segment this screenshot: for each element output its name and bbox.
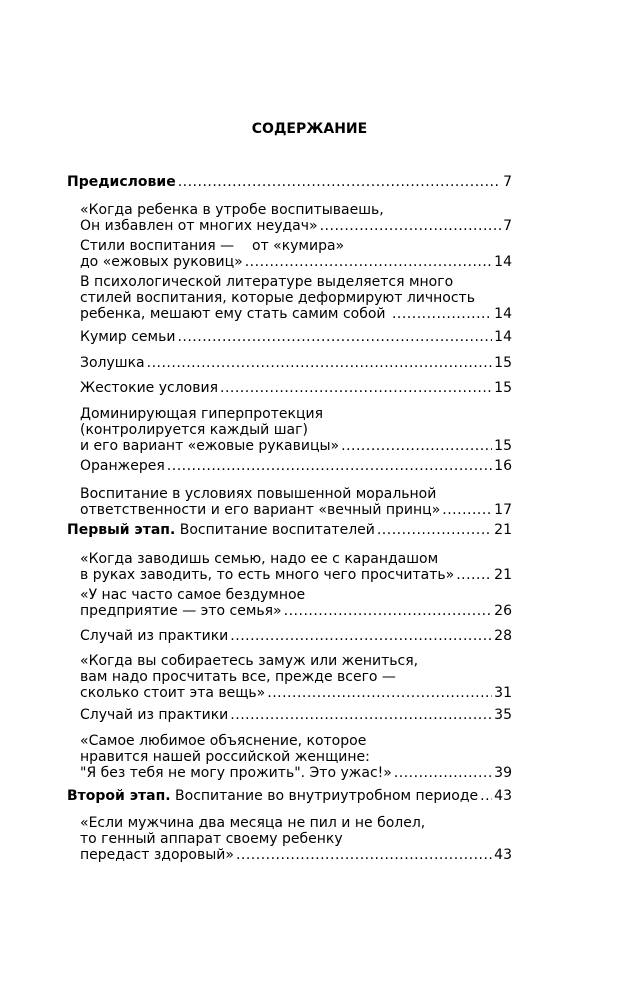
toc-entry-line: «Когда вы собираетесь замуж или жениться, xyxy=(80,653,419,669)
toc-entry-text: ребенка, мешают ему стать самим собой xyxy=(80,306,390,322)
toc-section xyxy=(80,238,512,270)
toc-section xyxy=(80,274,512,322)
toc-section xyxy=(80,202,512,234)
dot-leader xyxy=(456,567,492,583)
toc-entry-final-line xyxy=(67,788,512,804)
toc-entry-line: нравится нашей российской женщине: xyxy=(80,749,370,765)
dot-leader xyxy=(245,254,492,270)
dot-leader xyxy=(320,218,501,234)
toc-entry-text: в руках заводить, то есть много чего просчитать» xyxy=(80,567,455,583)
toc-entry-line: стилей воспитания, которые деформируют личность xyxy=(80,290,475,306)
toc-entry-final-line xyxy=(80,306,512,322)
page-number: 7 xyxy=(503,218,512,234)
page-number: 17 xyxy=(494,502,512,518)
toc-entry-text: сколько стоит эта вещь» xyxy=(80,685,266,701)
toc-entry-text: Воспитание во внутриутробном периоде xyxy=(175,788,479,804)
toc-entry-text: до «ежовых руковиц» xyxy=(80,254,243,270)
dot-leader xyxy=(230,628,492,644)
toc-entry-final-line xyxy=(80,685,512,701)
page-number: 21 xyxy=(494,567,512,583)
toc-entry-line: «Самое любимое объяснение, которое xyxy=(80,733,367,749)
toc-entry-final-line xyxy=(80,355,512,371)
page-number: 7 xyxy=(503,174,512,190)
toc-entry-line: Стили воспитания — от «кумира» xyxy=(80,238,345,254)
toc-section xyxy=(80,733,512,781)
toc-entry-final-line xyxy=(80,254,512,270)
page-number: 14 xyxy=(494,306,512,322)
toc-entry-final-line xyxy=(80,628,512,644)
toc-chapter xyxy=(67,522,512,538)
dot-leader xyxy=(267,685,492,701)
dot-leader xyxy=(394,765,492,781)
page-number: 21 xyxy=(494,522,512,538)
dot-leader xyxy=(341,438,492,454)
dot-leader xyxy=(442,502,492,518)
toc-chapter-lead: Второй этап. xyxy=(67,788,171,804)
toc-chapter xyxy=(67,174,512,190)
toc-section xyxy=(80,815,512,863)
toc-section xyxy=(80,551,512,583)
toc-entry-text: Случай из практики xyxy=(80,628,229,644)
toc-entry-final-line xyxy=(80,847,512,863)
toc-entry-text: ответственности и его вариант «вечный принц» xyxy=(80,502,441,518)
toc-entry-text: и его вариант «ежовые рукавицы» xyxy=(80,438,340,454)
page-number: 43 xyxy=(494,847,512,863)
toc-entry-line: «У нас часто самое бездумное xyxy=(80,587,306,603)
page-number: 15 xyxy=(494,380,512,396)
toc-entry-text: Кумир семьи xyxy=(80,329,176,345)
toc-section xyxy=(80,486,512,518)
toc-section xyxy=(80,329,512,345)
page-number: 15 xyxy=(494,438,512,454)
toc-entry-text: Воспитание воспитателей xyxy=(179,522,375,538)
dot-leader xyxy=(480,788,492,804)
page-number: 31 xyxy=(494,685,512,701)
page-number: 26 xyxy=(494,603,512,619)
dot-leader xyxy=(220,380,492,396)
toc-entry-line: «Если мужчина два месяца не пил и не болел, xyxy=(80,815,426,831)
dot-leader xyxy=(284,603,493,619)
toc-entry-line: (контролируется каждый шаг) xyxy=(80,422,308,438)
page-number: 28 xyxy=(494,628,512,644)
toc-section xyxy=(80,587,512,619)
toc-chapter-lead: Предисловие xyxy=(67,174,176,190)
toc-entry-final-line xyxy=(67,174,512,190)
toc-entry-final-line xyxy=(80,380,512,396)
toc-entry-text: Золушка xyxy=(80,355,145,371)
dot-leader xyxy=(392,306,492,322)
dot-leader xyxy=(177,329,492,345)
toc-entry-final-line xyxy=(80,329,512,345)
dot-leader xyxy=(236,847,492,863)
toc-entry-line: Воспитание в условиях повышенной моральной xyxy=(80,486,437,502)
toc-entry-final-line xyxy=(80,765,512,781)
page-number: 39 xyxy=(494,765,512,781)
toc-entry-line: Доминирующая гиперпротекция xyxy=(80,406,323,422)
toc-chapter-lead: Первый этап. xyxy=(67,522,176,538)
toc-section xyxy=(80,380,512,396)
toc-entry-line: В психологической литературе выделяется много xyxy=(80,274,454,290)
toc-entry-final-line xyxy=(80,438,512,454)
page-number: 15 xyxy=(494,355,512,371)
dot-leader xyxy=(167,458,492,474)
dot-leader xyxy=(178,174,501,190)
page-number: 14 xyxy=(494,254,512,270)
toc-entry-text: Жестокие условия xyxy=(80,380,218,396)
toc-entry-final-line xyxy=(80,707,512,723)
dot-leader xyxy=(147,355,493,371)
toc-entry-final-line xyxy=(80,603,512,619)
dot-leader xyxy=(377,522,492,538)
toc-entry-text: предприятие — это семья» xyxy=(80,603,282,619)
toc-entry-final-line xyxy=(67,522,512,538)
toc-section xyxy=(80,707,512,723)
toc-section xyxy=(80,406,512,454)
toc-entry-line: вам надо просчитать все, прежде всего — xyxy=(80,669,396,685)
page-number: 35 xyxy=(494,707,512,723)
toc-entry-text: передаст здоровый» xyxy=(80,847,234,863)
page-number: 43 xyxy=(494,788,512,804)
toc-section xyxy=(80,458,512,474)
toc-entry-text: Случай из практики xyxy=(80,707,229,723)
dot-leader xyxy=(230,707,492,723)
toc-section xyxy=(80,355,512,371)
toc-title: СОДЕРЖАНИЕ xyxy=(251,121,368,137)
toc-entry-line: «Когда ребенка в утробе воспитываешь, xyxy=(80,202,384,218)
toc-entry-text: "Я без тебя не могу прожить". Это ужас!» xyxy=(80,765,392,781)
page-number: 14 xyxy=(494,329,512,345)
toc-entry-text: Оранжерея xyxy=(80,458,165,474)
toc-section xyxy=(80,628,512,644)
toc-entry-line: то генный аппарат своему ребенку xyxy=(80,831,343,847)
toc-entry-text: Он избавлен от многих неудач» xyxy=(80,218,318,234)
toc-entry-final-line xyxy=(80,502,512,518)
page-number: 16 xyxy=(494,458,512,474)
toc-entry-line: «Когда заводишь семью, надо ее с карандашом xyxy=(80,551,439,567)
toc-chapter xyxy=(67,788,512,804)
toc-section xyxy=(80,653,512,701)
toc-entry-final-line xyxy=(80,458,512,474)
toc-entry-final-line xyxy=(80,567,512,583)
toc-entry-final-line xyxy=(80,218,512,234)
